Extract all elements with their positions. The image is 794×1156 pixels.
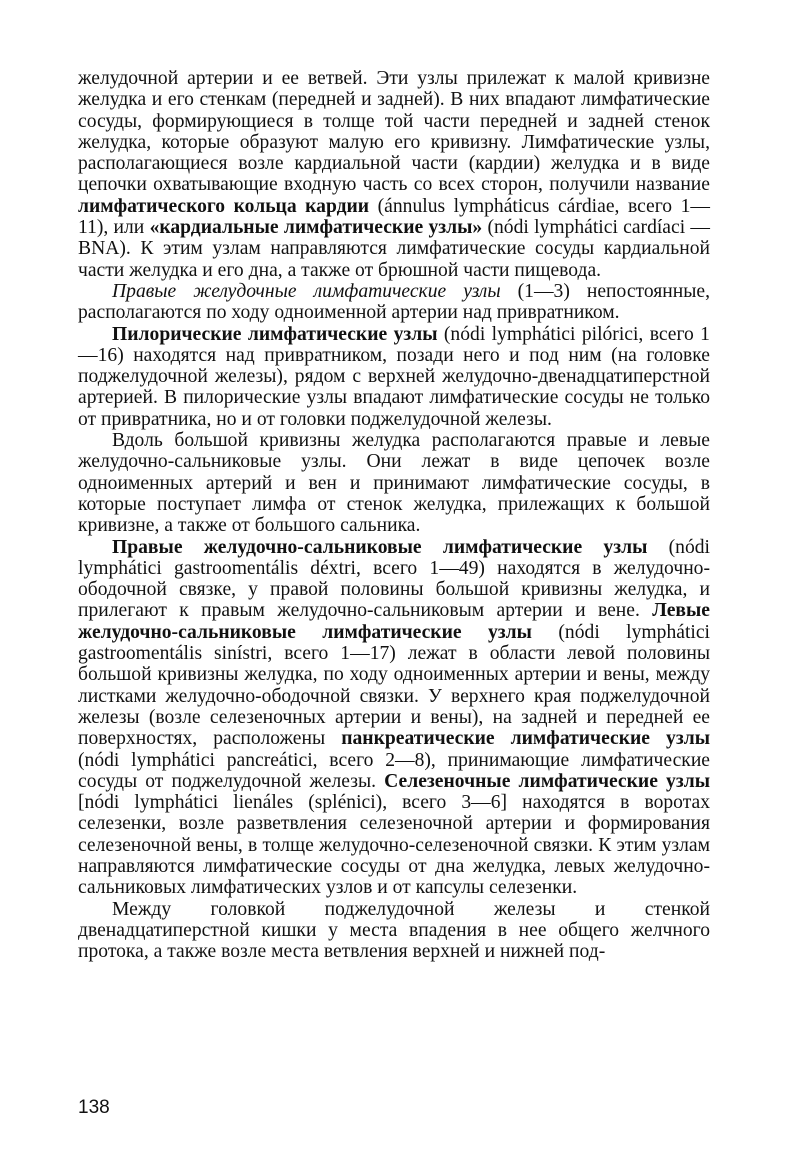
page-body [78,68,710,962]
paragraph-gastroomental-nodes [78,537,710,899]
paragraph-pyloric-nodes [78,324,710,430]
paragraph-greater-curvature [78,430,710,536]
italic-term: Правые желудочные лимфатические узлы [112,280,501,302]
bold-term: Селезеночные лимфатические узлы [384,770,710,792]
body-text: (1—3) непостоянные, располагаются по ходу одноименной артерии над привратником. [78,280,710,324]
bold-term: Пилорические лимфатические узлы [112,323,438,345]
body-text: (nódi lymphátici gastroomentális sinístri, всего 1—17) лежат в области левой половины большой кривизны желудка, по ходу одноименных артерии и вены, между листками желудочно-ободочной связки. У верхнего края поджелудочной железы (возле селезеночных артерии и вены), на задней и передней ее поверхностях, расположены [78,621,710,750]
page-number: 138 [78,1097,110,1118]
body-text: Вдоль большой кривизны желудка располагаются правые и левые желудочно-сальниковые узлы. Они лежат в виде цепочек возле одноименных артерий и вен и принимают лимфатические сосуды, в которые поступает лимфа от стенок желудка, прилежащих к большой кривизне, а также от большого сальника. [78,430,710,537]
body-text: (nódi lymphátici gastroomentális déxtri, всего 1—49) находятся в желудочно-ободочной связке, у правой половины большой кривизны желудка, и прилегают к правым желудочно-сальниковым артерии и вене. [78,536,710,622]
bold-term: Левые желудочно-сальниковые лимфатические узлы [78,600,710,643]
bold-term: панкреатические лимфатические узлы [341,728,710,750]
paragraph-right-gastric-nodes [78,281,710,324]
bold-term: Правые желудочно-сальниковые лимфатические узлы [112,536,648,558]
body-text: желудочной артерии и ее ветвей. Эти узлы прилежат к малой кривизне желудка и его стенкам (передней и задней). В них впадают лимфатические сосуды, формирующиеся в толще той части передней и задней стенок желудка, которые образуют малую его кривизну. Лимфатические узлы, располагающиеся возле кардиальной части (кардии) желудка и в виде цепочки охватывающие входную часть со всех сторон, получили название [78,68,710,196]
body-text: Между головкой поджелудочной железы и стенкой двенадцатиперстной кишки у места впадения в нее общего желчного протока, а также возле места ветвления верхней и нижней под- [78,898,710,963]
body-text: (nódi lymphátici pilórici, всего 1—16) находятся над привратником, позади него и под ним (на головке поджелудочной железы), рядом с верхней желудочно-двенадцатиперстной артерией. В пилорические узлы впадают лимфатические сосуды не только от привратника, но и от головки поджелудочной железы. [78,323,710,430]
body-text: (nódi lymphátici cardíaci — BNA). К этим узлам направляются лимфатические сосуды кардиальной части желудка и его дна, а также от брюшной части пищевода. [78,217,710,281]
paragraph-continuation [78,68,710,281]
body-text: (ánnulus lympháticus cárdiae, всего 1—11), или [78,195,710,239]
body-text: [nódi lymphátici lienáles (splénici), всего 3—6] находятся в воротах селезенки, возле разветвления селезеночной артерии и формирования селезеночной вены, в толще желудочно-селезеночной связки. К этим узлам направляются лимфатические сосуды от дна желудка, левых желудочно-сальниковых лимфатических узлов и от капсулы селезенки. [78,792,710,899]
paragraph-duodenal [78,899,710,963]
bold-term: «кардиальные лимфатические узлы» [149,217,483,239]
body-text: (nódi lymphátici pancreátici, всего 2—8), принимающие лимфатические сосуды от поджелудочной железы. [78,749,710,792]
bold-term: лимфатического кольца кардии [78,195,370,217]
